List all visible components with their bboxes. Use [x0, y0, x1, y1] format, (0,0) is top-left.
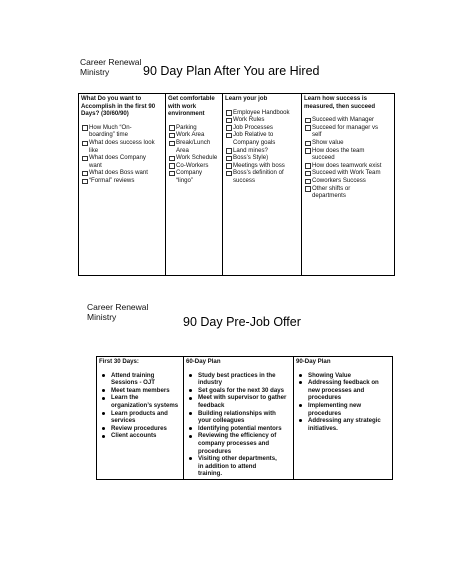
list-item: [186, 387, 291, 395]
list-item-line: Job Processes: [233, 123, 273, 131]
list-item-line: Co-Workers: [176, 161, 209, 169]
list-item-line: like: [89, 146, 99, 154]
plan-title-hired: 90 Day Plan After You are Hired: [143, 64, 320, 78]
column-header-line: environment: [168, 110, 205, 118]
list-item-line: Work Area: [176, 131, 205, 139]
list-item-line: Addressing feedback on: [308, 379, 379, 387]
list-item-line: Reviewing the efficiency of: [198, 432, 277, 440]
list-item-line: services: [111, 417, 136, 425]
column-header-line: measured, then succeed: [304, 102, 376, 110]
prejob-col-1: [184, 357, 294, 480]
column-header-line: 60-Day Plan: [186, 358, 221, 365]
column-list: [304, 116, 392, 200]
list-item-line: Set goals for the next 30 days: [198, 386, 285, 394]
column-list: [99, 372, 181, 440]
column-header-line: Learn how success is: [304, 95, 367, 102]
column-header-line: Accomplish in the first 90: [81, 102, 156, 110]
list-item-line: “lingo”: [176, 176, 193, 184]
list-item: [168, 169, 220, 184]
list-item: [81, 169, 163, 177]
list-item-line: success: [233, 176, 256, 184]
list-item-line: Parking: [176, 123, 197, 131]
list-item-line: initiatives.: [308, 424, 338, 432]
list-item-line: Land mines?: [233, 146, 268, 154]
list-item: [186, 410, 291, 425]
list-item: [225, 169, 299, 184]
list-item: [81, 154, 163, 169]
list-item-line: in addition to attend: [198, 462, 257, 470]
list-item-line: Show value: [312, 138, 344, 146]
list-item: [304, 162, 392, 170]
prejob-plan-table: [96, 356, 393, 480]
list-item-line: Learn the: [111, 394, 139, 402]
list-item-line: “Formal” reviews: [89, 176, 135, 184]
column-header-line: 90-Day Plan: [296, 358, 331, 365]
list-item-line: Coworkers Success: [312, 176, 366, 184]
list-item: [168, 131, 220, 139]
column-header: [99, 358, 181, 366]
list-item: [186, 432, 291, 455]
list-item: [99, 394, 181, 409]
list-item-line: Attend training: [111, 371, 155, 379]
list-item-line: succeed: [312, 154, 335, 162]
hired-col-1: [166, 94, 223, 276]
list-item: [81, 177, 163, 185]
org-name-top: [80, 57, 141, 77]
column-header-line: What Do you want to: [81, 95, 142, 102]
list-item: [225, 116, 299, 124]
column-header-line: Get comfortable: [168, 95, 215, 102]
list-item-line: Learn products and: [111, 409, 168, 417]
column-list: [168, 124, 220, 185]
list-item-line: Implementing new: [308, 401, 362, 409]
list-item: [99, 387, 181, 395]
list-item: [225, 154, 299, 162]
list-item: [81, 139, 163, 154]
list-item-line: training.: [198, 470, 223, 478]
list-item-line: Building relationships with: [198, 409, 276, 417]
list-item: [99, 425, 181, 433]
column-list: [296, 372, 390, 433]
list-item-line: Boss’s Style): [233, 154, 269, 162]
list-item: [186, 425, 291, 433]
column-header-line: Learn your job: [225, 95, 268, 102]
list-item-line: procedures: [198, 447, 232, 455]
list-item-line: feedback: [198, 401, 225, 409]
hired-col-3: [302, 94, 395, 276]
org-name-bottom: [87, 302, 148, 322]
list-item-line: Employee Handbook: [233, 108, 290, 116]
list-item: [304, 147, 392, 162]
list-item: [168, 139, 220, 154]
list-item: [296, 417, 390, 432]
hired-col-2: [223, 94, 302, 276]
column-header-line: with work: [168, 102, 197, 110]
column-header: [186, 358, 291, 366]
org-line-1: Career Renewal: [87, 302, 149, 312]
org-line-1: Career Renewal: [80, 57, 142, 67]
list-item: [99, 372, 181, 387]
list-item: [304, 169, 392, 177]
list-item-line: Meetings with boss: [233, 161, 285, 169]
list-item-line: company processes and: [198, 439, 270, 447]
hired-plan-table: [78, 93, 395, 276]
list-item: [296, 402, 390, 417]
column-header-line: Days? (30/60/90): [81, 110, 129, 118]
list-item: [81, 124, 163, 139]
column-header: [81, 95, 163, 118]
list-item: [225, 131, 299, 146]
column-list: [186, 372, 291, 478]
list-item-line: Area: [176, 146, 189, 154]
list-item: [304, 177, 392, 185]
list-item-line: boarding” time: [89, 131, 128, 139]
list-item-line: Study best practices in the: [198, 371, 276, 379]
list-item-line: departments: [312, 192, 346, 200]
list-item: [225, 162, 299, 170]
list-item-line: What does Boss want: [89, 169, 148, 177]
list-item-line: procedures: [308, 394, 342, 402]
list-item-line: Boss’s definition of: [233, 169, 284, 177]
org-line-2: Ministry: [87, 312, 117, 322]
list-item-line: Client accounts: [111, 432, 157, 440]
list-item-line: Meet team members: [111, 386, 170, 394]
list-item-line: Meet with supervisor to gather: [198, 394, 287, 402]
list-item-line: Addressing any strategic: [308, 417, 381, 425]
list-item-line: self: [312, 131, 322, 139]
column-header: [225, 95, 299, 103]
list-item: [225, 124, 299, 132]
list-item-line: industry: [198, 379, 223, 387]
list-item-line: Other shifts or: [312, 184, 351, 192]
column-header: [304, 95, 392, 110]
list-item: [296, 372, 390, 380]
list-item: [168, 162, 220, 170]
list-item-line: Review procedures: [111, 424, 167, 432]
list-item-line: Company goals: [233, 138, 276, 146]
list-item-line: organization’s systems: [111, 401, 179, 409]
list-item: [304, 185, 392, 200]
list-item: [296, 379, 390, 402]
list-item-line: new processes and: [308, 386, 365, 394]
list-item-line: Succeed for manager vs: [312, 123, 379, 131]
list-item-line: Work Rules: [233, 116, 265, 124]
list-item-line: Succeed with Manager: [312, 116, 374, 124]
list-item-line: Visiting other departments,: [198, 455, 277, 463]
list-item-line: How Much “On-: [89, 123, 132, 131]
list-item-line: What does Company: [89, 154, 146, 162]
prejob-col-0: [97, 357, 184, 480]
column-header: [296, 358, 390, 366]
list-item-line: Job Relative to: [233, 131, 274, 139]
column-header: [168, 95, 220, 118]
org-line-2: Ministry: [80, 67, 110, 77]
list-item: [186, 372, 291, 387]
list-item: [99, 410, 181, 425]
list-item-line: Showing Value: [308, 371, 352, 379]
list-item-line: Identifying potential mentors: [198, 424, 282, 432]
list-item-line: Work Schedule: [176, 154, 218, 162]
list-item: [186, 394, 291, 409]
list-item: [304, 116, 392, 124]
column-list: [225, 109, 299, 185]
list-item-line: Succeed with Work Team: [312, 169, 381, 177]
list-item-line: Sessions - OJT: [111, 379, 156, 387]
plan-title-prejob: 90 Day Pre-Job Offer: [183, 315, 301, 329]
list-item: [304, 124, 392, 139]
column-list: [81, 124, 163, 185]
list-item: [304, 139, 392, 147]
list-item: [99, 432, 181, 440]
list-item-line: Company: [176, 169, 203, 177]
list-item-line: your colleagues: [198, 417, 245, 425]
list-item: [168, 154, 220, 162]
prejob-col-2: [294, 357, 393, 480]
list-item-line: How does the team: [312, 146, 365, 154]
list-item-line: want: [89, 161, 102, 169]
list-item: [168, 124, 220, 132]
list-item: [225, 109, 299, 117]
list-item-line: What does success look: [89, 138, 155, 146]
hired-col-0: [79, 94, 166, 276]
list-item: [225, 147, 299, 155]
column-header-line: First 30 Days:: [99, 358, 139, 365]
list-item: [186, 455, 291, 478]
list-item-line: Break/Lunch: [176, 138, 211, 146]
list-item-line: How does teamwork exist: [312, 161, 382, 169]
list-item-line: procedures: [308, 409, 342, 417]
